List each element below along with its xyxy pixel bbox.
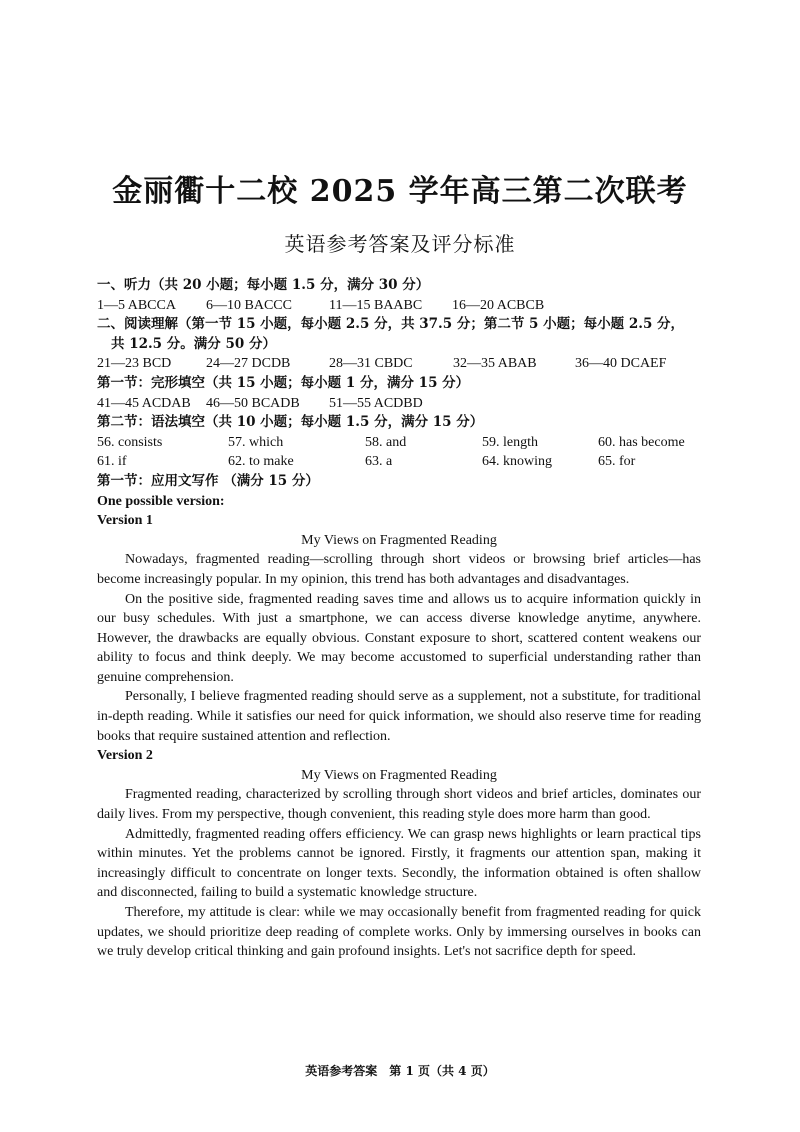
version-1-paragraph: Personally, I believe fragmented reading should serve as a supplement, not a substitute, for traditional in-depth reading. While it satisfies our need for quick information, we should also reserve time for reading books that require sustained attention and reflection. (97, 689, 701, 744)
answer-group: 32—35 ABAB (453, 356, 537, 372)
answer-group: 16—20 ACBCB (452, 297, 545, 313)
grammar-answer: 61. if (97, 454, 127, 470)
answer-group: 21—23 BCD (97, 356, 172, 372)
answer-group: 24—27 DCDB (206, 356, 291, 372)
grammar-answer: 60. has become (598, 434, 685, 450)
listening-answers (97, 296, 701, 316)
grammar-heading: 第二节：语法填空（共 10 小题；每小题 1.5 分，满分 15 分） (97, 414, 484, 431)
reading-answers (97, 354, 701, 374)
cloze-answers (97, 394, 701, 414)
grammar-answer: 65. for (598, 454, 636, 470)
reading-heading: 二、阅读理解（第一节 15 小题，每小题 2.5 分，共 37.5 分；第二节 5 小题；每小题 2.5 分， (97, 316, 685, 333)
version-1-label: Version 1 (97, 513, 153, 529)
grammar-answer: 58. and (365, 434, 407, 450)
version-1-paragraph: Nowadays, fragmented reading—scrolling through short videos or browsing brief articles—has become increasingly popular. In my opinion, this trend has both advantages and disadvantages. (97, 552, 701, 587)
version-2-label: Version 2 (97, 748, 153, 764)
version-2-paragraph: Fragmented reading, characterized by scrolling through short videos and brief articles, dominates our daily lives. From my perspective, though convenient, this reading style does more harm than good. (97, 787, 701, 823)
answer-group: 11—15 BAABC (329, 297, 423, 313)
cloze-heading: 第一节：完形填空（共 15 小题；每小题 1 分，满分 15 分） (97, 374, 470, 391)
grammar-answer: 63. a (365, 454, 393, 470)
grammar-answers-row-1 (97, 433, 701, 453)
answer-group: 28—31 CBDC (329, 356, 413, 372)
grammar-answer: 64. knowing (482, 454, 552, 470)
grammar-answer: 56. consists (97, 434, 163, 450)
answer-content (97, 276, 701, 962)
answer-group: 41—45 ACDAB (97, 395, 191, 411)
listening-heading: 一、听力（共 20 小题；每小题 1.5 分，满分 30 分） (97, 277, 430, 293)
version-2-paragraph: Admittedly, fragmented reading offers efficiency. We can grasp news highlights or learn practical tips within minutes. Yet the problems cannot be ignored. Firstly, it fragments our attention span, making it increasingly difficult to concentrate on longer texts. Secondly, the information obtained is often shallow and disconnected, failing to build a systematic knowledge structure. (97, 826, 701, 901)
answer-group: 1—5 ABCCA (97, 297, 176, 313)
grammar-answer: 62. to make (228, 454, 294, 470)
answer-group: 46—50 BCADB (206, 395, 300, 411)
version-1-paragraph: On the positive side, fragmented reading saves time and allows us to acquire information quickly in our busy schedules. With just a smartphone, we can access diverse knowledge anytime, anywhere. However, the drawbacks are equally obvious. Constant exposure to short, scattered content weakens our ability to focus and think deeply. We may become accustomed to superficial understanding rather than genuine comprehension. (97, 591, 701, 685)
answer-group: 51—55 ACDBD (329, 395, 423, 411)
version-1-title: My Views on Fragmented Reading (301, 532, 497, 548)
answer-group: 6—10 BACCC (206, 297, 292, 313)
page-title: 金丽衢十二校 2025 学年高三第二次联考 (112, 174, 688, 209)
version-2-paragraph: Therefore, my attitude is clear: while we may occasionally benefit from fragmented reading for quick updates, we should prioritize deep reading of complete works. Only by immersing ourselves in books can we truly develop critical thinking and gain profound insights. Let's not sacrifice depth for speed. (97, 905, 701, 960)
page-subtitle: 英语参考答案及评分标准 (284, 232, 516, 256)
version-2-title: My Views on Fragmented Reading (301, 767, 497, 783)
grammar-answer: 57. which (228, 434, 284, 450)
page-footer: 英语参考答案 第 1 页（共 4 页） (305, 1064, 495, 1078)
answer-group: 36—40 DCAEF (575, 356, 667, 372)
writing-heading: 第一节：应用文写作 （满分 15 分） (97, 472, 319, 489)
reading-heading-continued: 共 12.5 分。满分 50 分） (111, 335, 276, 352)
grammar-answer: 59. length (482, 434, 538, 450)
possible-version-label: One possible version: (97, 493, 225, 509)
grammar-answers-row-2 (97, 452, 701, 472)
